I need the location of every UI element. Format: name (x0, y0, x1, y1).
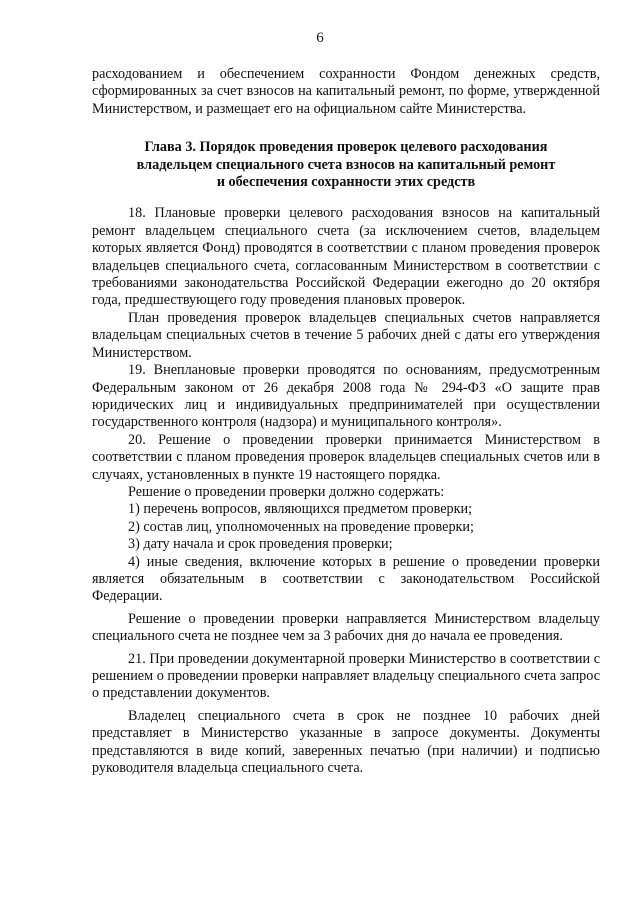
list-item: 4) иные сведения, включение которых в решение о проведении проверки является обязательным в соответствии с законодательством Российской Федерации. (92, 553, 600, 605)
chapter-heading-line: Глава 3. Порядок проведения проверок целевого расходования (144, 139, 548, 156)
paragraph-19: 19. Внеплановые проверки проводятся по основаниям, предусмотренным Федеральным законом от 26 декабря 2008 года № 294-ФЗ «О защите прав юридических лиц и индивидуальных предпринимателей при осуществлении государственного контроля (надзора) и муниципального контроля». (92, 362, 600, 431)
paragraph-plan: План проведения проверок владельцев специальных счетов направляется владельцам специальных счетов в течение 5 рабочих дней с даты его утверждения Министерством. (92, 309, 600, 361)
paragraph-21: 21. При проведении документарной проверки Министерство в соответствии с решением о проведении проверки направляет владельцу специального счета запрос о представлении документов. (92, 650, 600, 702)
paragraph-decision-sent: Решение о проведении проверки направляется Министерством владельцу специального счета не позднее чем за 3 рабочих дня до начала ее проведения. (92, 610, 600, 645)
chapter-heading-line: и обеспечения сохранности этих средств (216, 174, 476, 191)
list-item: 2) состав лиц, уполномоченных на проведение проверки; (128, 518, 474, 535)
page-number: 6 (316, 30, 324, 46)
chapter-heading-line: владельцем специального счета взносов на капитальный ремонт (136, 156, 556, 173)
paragraph-decision-contents: Решение о проведении проверки должно содержать: (128, 483, 445, 500)
paragraph-20: 20. Решение о проведении проверки принимается Министерством в соответствии с планом проведения проверок владельцев специальных счетов или в случаях, установленных в пункте 19 настоящего порядка. (92, 431, 600, 483)
chapter-heading (92, 139, 600, 191)
paragraph-owner-documents: Владелец специального счета в срок не позднее 10 рабочих дней представляет в Министерство указанные в запросе документы. Документы представляются в виде копий, заверенных печатью (при наличии) и подписью руководителя владельца специального счета. (92, 707, 600, 777)
paragraph-18: 18. Плановые проверки целевого расходования взносов на капитальный ремонт владельцем специального счета (за исключением счетов, владельцем которых является Фонд) проводятся в соответствии с планом проведения проверок владельцев специального счета, согласованным Министерством в соответствии с требованиями законодательства Российской Федерации ежегодно до 20 октября года, предшествующего году проведения плановых проверок. (92, 205, 600, 309)
document-body (92, 66, 600, 777)
list-item: 3) дату начала и срок проведения проверки; (128, 536, 393, 553)
intro-paragraph: расходованием и обеспечением сохранности Фондом денежных средств, сформированных за счет взносов на капитальный ремонт, по форме, утвержденной Министерством, и размещает его на официальном сайте Министерства. (92, 66, 600, 117)
list-item: 1) перечень вопросов, являющихся предметом проверки; (128, 501, 473, 518)
